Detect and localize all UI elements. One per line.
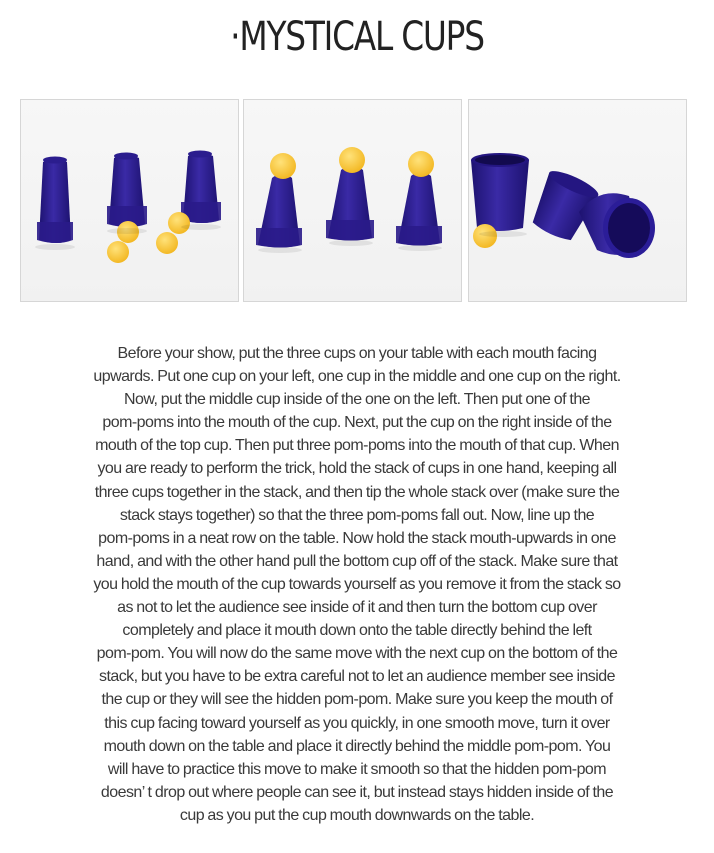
pompom xyxy=(168,212,190,234)
pompom xyxy=(339,147,365,173)
cups-illustration-1 xyxy=(21,100,238,301)
photo-strip xyxy=(20,99,686,302)
text-line: stack, but you have to be extra careful not to let an audience member see inside xyxy=(99,668,615,686)
text-line: the cup or they will see the hidden pom-pom. Make sure you keep the mouth of xyxy=(101,691,613,709)
cup-tipped-right xyxy=(579,193,655,258)
text-line: pom-poms into the mouth of the cup. Next, put the cup on the right inside of the xyxy=(102,414,612,432)
pompom xyxy=(156,232,178,254)
pompom xyxy=(270,153,296,179)
text-line: you are ready to perform the trick, hold the stack of cups in one hand, keeping all xyxy=(97,460,617,478)
pompom xyxy=(107,241,129,263)
text-line: pom-poms in a neat row on the table. Now hold the stack mouth-upwards in one xyxy=(98,529,616,547)
cups-illustration-3 xyxy=(469,100,686,301)
photo-cups-topped-with-pompoms xyxy=(243,99,462,302)
text-line: three cups together in the stack, and then tip the whole stack over (make sure the xyxy=(94,483,620,501)
text-line: pom-pom. You will now do the same move with the next cup on the bottom of the xyxy=(96,645,618,663)
text-line: cup as you put the cup mouth downwards on the table. xyxy=(179,806,535,824)
photo-stacked-and-tipped-cups xyxy=(468,99,687,302)
instructions-paragraph xyxy=(40,342,674,827)
text-line: completely and place it mouth down onto the table directly behind the left xyxy=(122,622,592,640)
text-line: you hold the mouth of the cup towards yourself as you remove it from the stack so xyxy=(93,575,621,593)
text-line: Now, put the middle cup inside of the one on the left. Then put one of the xyxy=(123,391,591,409)
text-line: mouth of the top cup. Then put three pom-poms into the mouth of that cup. When xyxy=(95,437,619,455)
text-line: will have to practice this move to make it smooth so that the hidden pom-pom xyxy=(107,760,607,778)
text-line: doesn’ t drop out where people can see it, but instead stays hidden inside of the xyxy=(100,783,614,801)
pompom xyxy=(408,151,434,177)
cups-illustration-2 xyxy=(244,100,461,301)
text-line: stack stays together) so that the three pom-poms fall out. Now, line up the xyxy=(119,506,595,524)
text-line: upwards. Put one cup on your left, one cup in the middle and one cup on the right. xyxy=(93,368,621,386)
text-line: hand, and with the other hand pull the bottom cup off of the stack. Make sure that xyxy=(96,552,618,570)
cup-upright xyxy=(471,160,529,231)
text-line: mouth down on the table and place it directly behind the middle pom-pom. You xyxy=(103,737,611,755)
page-title: ·MYSTICAL CUPS xyxy=(230,14,484,60)
text-line: as not to let the audience see inside of it and then turn the bottom cup over xyxy=(117,599,597,617)
photo-three-cups-with-pompoms xyxy=(20,99,239,302)
text-line: this cup facing toward yourself as you quickly, in one smooth move, turn it over xyxy=(104,714,610,732)
text-line: Before your show, put the three cups on your table with each mouth facing xyxy=(117,345,597,362)
